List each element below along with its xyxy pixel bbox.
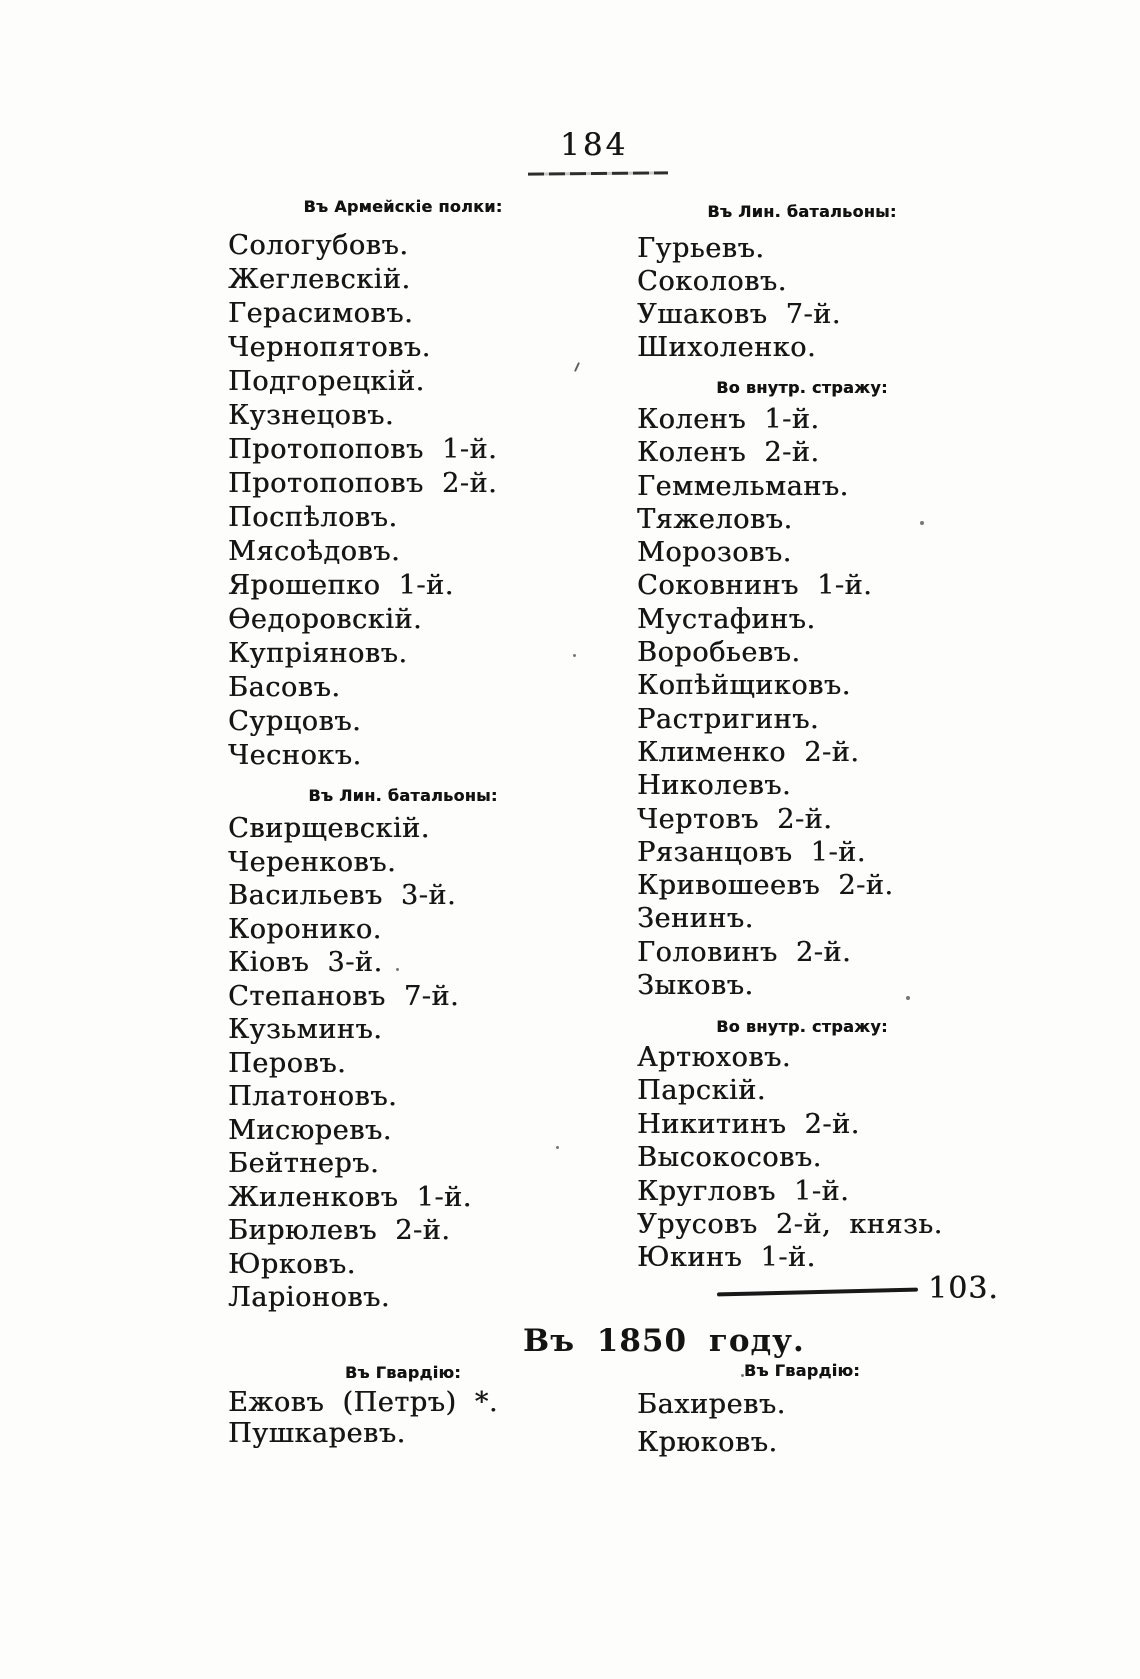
list-name-entry: Урусовъ 2-й, князь. — [637, 1209, 943, 1241]
list-name-entry: Копѣйщиковъ. — [637, 670, 851, 702]
list-name-entry: Соколовъ. — [637, 266, 787, 297]
list-name-entry: Мясоѣдовъ. — [228, 536, 401, 567]
list-name-entry: Чернопятовъ. — [228, 332, 431, 363]
name-list — [637, 232, 967, 364]
list-name-entry: Коронико. — [228, 913, 382, 945]
list-name-entry: Перовъ. — [228, 1047, 347, 1079]
scan-speck — [906, 996, 910, 1000]
list-name-entry: Парскій. — [637, 1075, 766, 1107]
list-name-entry: Клименко 2-й. — [637, 736, 860, 768]
list-name-entry: Жиленковъ 1-й. — [228, 1181, 472, 1213]
scan-speck — [741, 1374, 744, 1377]
list-name-entry: Бахиревъ. — [637, 1389, 786, 1420]
section-header: Въ Гвардію: — [743, 1361, 861, 1380]
list-name-entry: Геммельманъ. — [637, 470, 849, 502]
name-list — [228, 812, 578, 1315]
list-name-entry: Рязанцовъ 1-й. — [637, 836, 866, 868]
list-name-entry: Степановъ 7-й. — [228, 980, 460, 1012]
list-name-entry: Поспѣловъ. — [228, 502, 398, 533]
list-name-entry: Подгорецкій. — [228, 366, 425, 397]
list-name-entry: Воробьевъ. — [637, 637, 801, 669]
list-name-entry: Ѳедоровскій. — [228, 604, 423, 635]
list-name-entry: Чертовъ 2-й. — [637, 803, 833, 835]
list-name-entry: Кузнецовъ. — [228, 400, 395, 431]
list-name-entry: Растригинъ. — [637, 703, 820, 735]
tally-number: 103. — [928, 1271, 999, 1306]
list-name-entry: Николевъ. — [637, 770, 792, 802]
name-list — [637, 1041, 967, 1275]
section-header: Во внутр. стражу: — [716, 378, 888, 397]
list-name-entry: Свирщевскій. — [228, 813, 430, 844]
name-list — [228, 229, 578, 773]
list-name-entry: Тяжеловъ. — [637, 503, 793, 535]
list-name-entry: Мустафинъ. — [637, 603, 816, 635]
list-name-entry: Юкинъ 1-й. — [637, 1242, 816, 1274]
list-name-entry: Соковнинъ 1-й. — [637, 570, 873, 602]
list-name-entry: Кривошеевъ 2-й. — [637, 870, 894, 902]
list-name-entry: Сологубовъ. — [228, 230, 409, 261]
list-name-entry: Протопоповъ 1-й. — [228, 434, 498, 465]
scan-speck — [920, 521, 924, 525]
list-name-entry: Зыковъ. — [637, 970, 754, 1002]
list-name-entry: Сурцовъ. — [228, 706, 362, 737]
list-name-entry: Юрковъ. — [228, 1248, 356, 1280]
list-name-entry: Черенковъ. — [228, 846, 397, 878]
list-name-entry: Никитинъ 2-й. — [637, 1108, 860, 1140]
list-name-entry: Кузьминъ. — [228, 1014, 383, 1045]
name-list — [637, 1386, 967, 1462]
page-number-rule — [528, 171, 668, 175]
list-name-entry: Протопоповъ 2-й. — [228, 468, 498, 499]
list-name-entry: Мисюревъ. — [228, 1114, 392, 1146]
section-internal-guard-1 — [637, 378, 967, 1002]
list-name-entry: Гурьевъ. — [637, 233, 765, 264]
list-name-entry: Платоновъ. — [228, 1081, 398, 1112]
list-name-entry: Бейтнеръ. — [228, 1148, 380, 1179]
section-guard-right — [637, 1361, 967, 1462]
scan-speck — [556, 1146, 559, 1149]
list-name-entry: Коленъ 2-й. — [637, 437, 820, 469]
scan-speck — [396, 968, 399, 971]
section-guard-left — [228, 1363, 578, 1449]
list-name-entry: Купріяновъ. — [228, 638, 408, 669]
list-name-entry: Артюховъ. — [637, 1042, 792, 1073]
year-heading: Въ 1850 году. — [523, 1323, 805, 1359]
list-name-entry: Пушкаревъ. — [228, 1418, 406, 1449]
list-name-entry: Ушаковъ 7-й. — [637, 299, 841, 330]
list-name-entry: Бирюлевъ 2-й. — [228, 1215, 451, 1246]
scan-speck — [573, 654, 576, 657]
section-internal-guard-2 — [637, 1017, 967, 1275]
name-list — [228, 1387, 578, 1449]
section-line-battalions-right — [637, 202, 967, 364]
tally-rule — [717, 1288, 918, 1297]
section-header: Въ Лин. батальоны: — [707, 202, 897, 221]
list-name-entry: Кругловъ 1-й. — [637, 1175, 850, 1207]
list-name-entry: Герасимовъ. — [228, 298, 414, 329]
list-name-entry: Зенинъ. — [637, 903, 754, 935]
list-name-entry: Чеснокъ. — [228, 740, 362, 771]
section-header: Въ Армейскіе полки: — [303, 197, 503, 216]
section-line-battalions-left — [228, 786, 578, 1315]
list-name-entry: Коленъ 1-й. — [637, 404, 820, 435]
section-army-regiments — [228, 197, 578, 773]
list-name-entry: Васильевъ 3-й. — [228, 880, 457, 911]
list-name-entry: Ежовъ (Петръ) *. — [228, 1387, 499, 1418]
list-name-entry: Басовъ. — [228, 672, 341, 703]
list-name-entry: Морозовъ. — [637, 537, 792, 569]
list-name-entry: Высокосовъ. — [637, 1142, 822, 1174]
list-name-entry: Крюковъ. — [637, 1427, 778, 1458]
list-name-entry: Шихоленко. — [637, 332, 817, 363]
name-list — [637, 403, 967, 1002]
page-number: 184 — [560, 127, 629, 163]
section-header: Въ Лин. батальоны: — [308, 786, 498, 805]
list-name-entry: Кіовъ 3-й. — [228, 947, 383, 978]
list-name-entry: Ларіоновъ. — [228, 1282, 391, 1313]
section-header: Во внутр. стражу: — [716, 1017, 888, 1036]
list-name-entry: Ярошепко 1-й. — [228, 570, 454, 601]
list-name-entry: Жеглевскій. — [228, 264, 411, 295]
section-header: Въ Гвардію: — [344, 1363, 462, 1382]
list-name-entry: Головинъ 2-й. — [637, 936, 852, 968]
